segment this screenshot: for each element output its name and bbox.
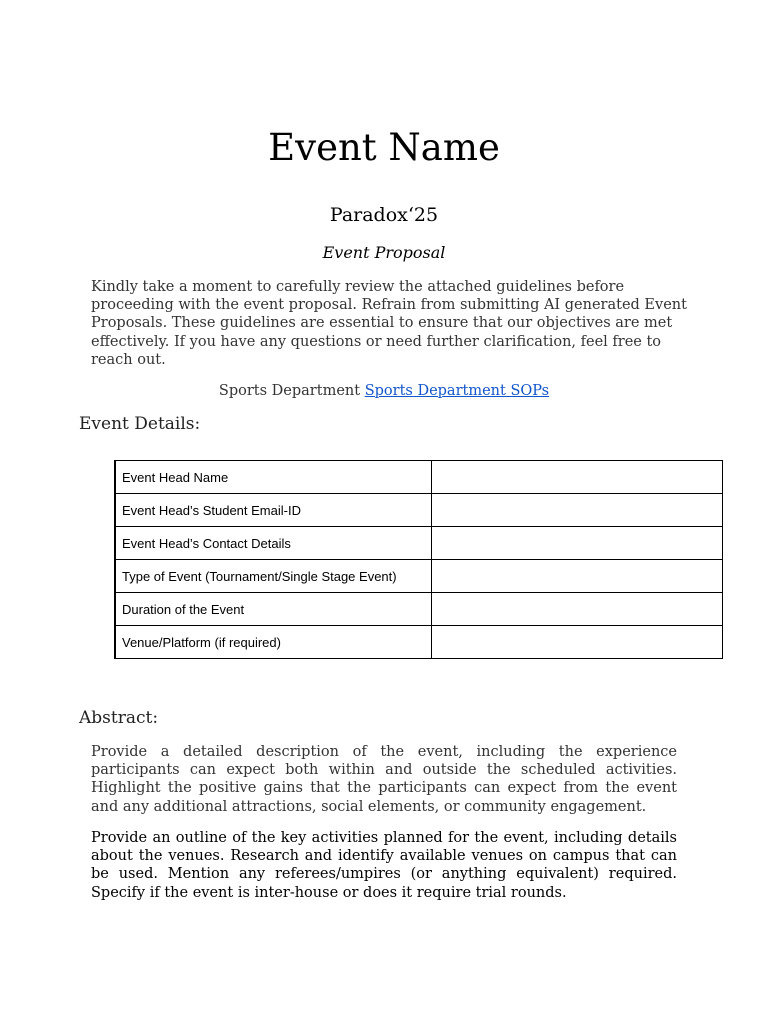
document-type: Event Proposal <box>322 243 446 262</box>
department-line <box>0 383 768 399</box>
table-row <box>115 560 723 593</box>
event-head-contact-value[interactable] <box>432 527 723 560</box>
event-type-value[interactable] <box>432 560 723 593</box>
event-duration-value[interactable] <box>432 593 723 626</box>
department-label: Sports Department <box>218 383 361 399</box>
event-head-email-label: Event Head’s Student Email-ID <box>115 494 432 527</box>
event-head-name-value[interactable] <box>432 461 723 494</box>
abstract-paragraph-description: Provide a detailed description of the event, including the experience participants can expect both within and outside the scheduled activities. Highlight the positive gains that the participants can expect from the event and any additional attractions, social elements, or community engagement. <box>91 744 677 815</box>
page-title: Event Name <box>268 126 500 169</box>
event-details-heading: Event Details: <box>79 414 201 434</box>
table-row <box>115 593 723 626</box>
event-head-contact-label: Event Head’s Contact Details <box>115 527 432 560</box>
event-duration-label: Duration of the Event <box>115 593 432 626</box>
abstract-paragraph-outline: Provide an outline of the key activities planned for the event, including details about the venues. Research and identify available venues on campus that can be used. Mention any referees/umpires (or anything equivalent) required. Specify if the event is inter-house or does it require trial rounds. <box>91 830 677 901</box>
event-venue-value[interactable] <box>432 626 723 659</box>
abstract-heading: Abstract: <box>79 708 159 728</box>
table-row <box>115 527 723 560</box>
event-head-email-value[interactable] <box>432 494 723 527</box>
event-brand: Paradox‘25 <box>329 204 439 226</box>
table-row <box>115 494 723 527</box>
sports-department-sops-link[interactable]: Sports Department SOPs <box>364 383 550 399</box>
event-head-name-label: Event Head Name <box>115 461 432 494</box>
event-venue-label: Venue/Platform (if required) <box>115 626 432 659</box>
table-row <box>115 461 723 494</box>
event-details-table <box>114 460 723 659</box>
intro-paragraph: Kindly take a moment to carefully review the attached guidelines before proceeding with the event proposal. Refrain from submitting AI generated Event Proposals. These guidelines are essential to ensure that our objectives are met effectively. If you have any questions or need further clarification, feel free to reach out. <box>91 279 687 368</box>
table-row <box>115 626 723 659</box>
event-type-label: Type of Event (Tournament/Single Stage Event) <box>115 560 432 593</box>
